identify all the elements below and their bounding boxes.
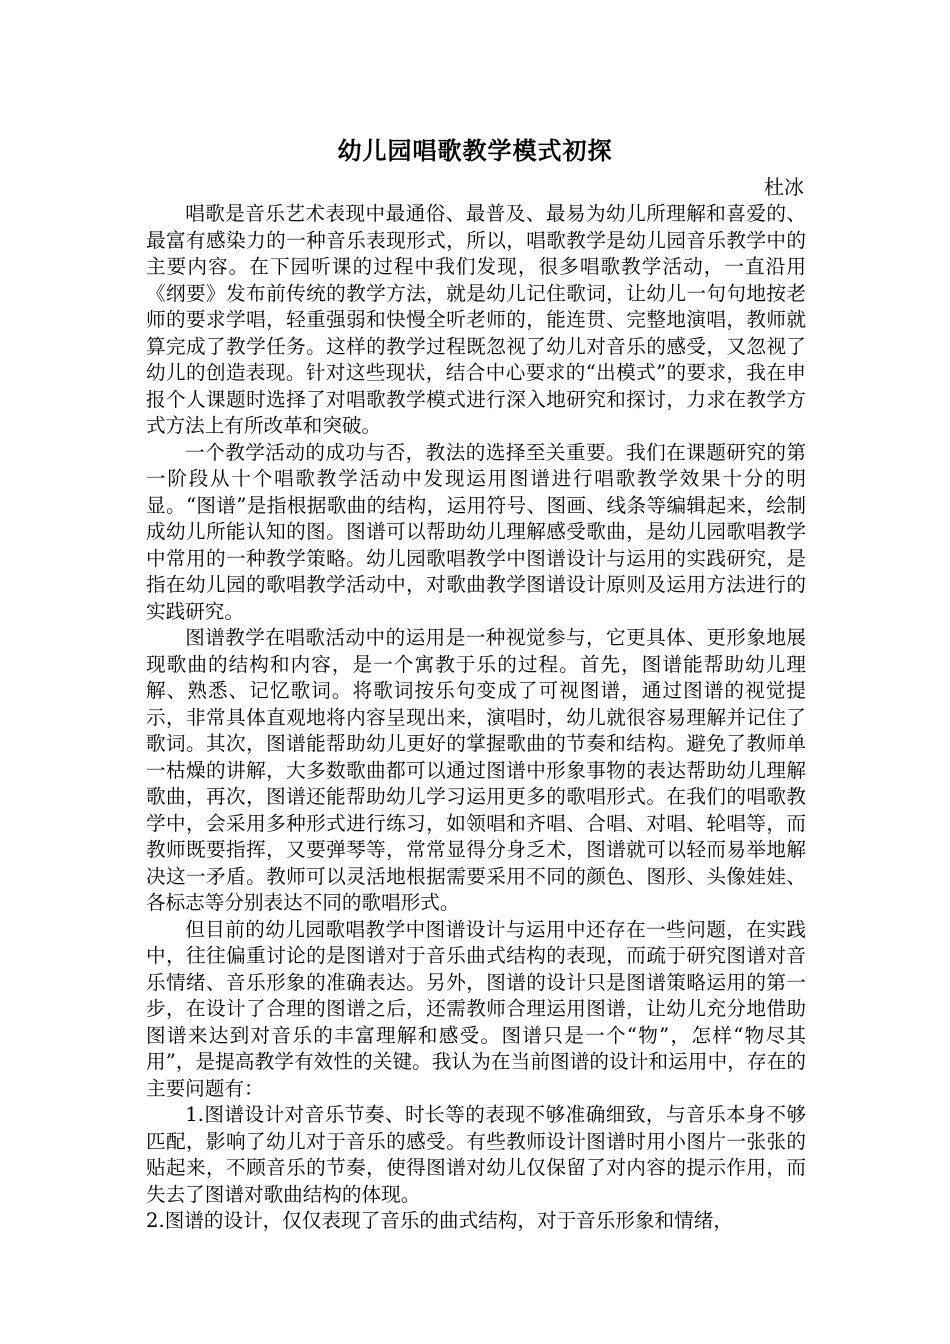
paragraph: 唱歌是音乐艺术表现中最通俗、最普及、最易为幼儿所理解和喜爱的、最富有感染力的一种音乐表现形式，所以，唱歌教学是幼儿园音乐教学中的主要内容。在下园听课的过程中我们发现，很多唱歌教学活动，一直沿用《纲要》发布前传统的教学方法，就是幼儿记住歌词，让幼儿一句句地按老师的要求学唱，轻重强弱和快慢全听老师的，能连贯、完整地演唱，教师就算完成了教学任务。这样的教学过程既忽视了幼儿对音乐的感受，又忽视了幼儿的创造表现。针对这些现状，结合中心要求的“出模式”的要求，我在申报个人课题时选择了对唱歌教学模式进行深入地研究和探讨，力求在教学方式方法上有所改革和突破。 — [146, 202, 806, 437]
document-title: 幼儿园唱歌教学模式初探 — [337, 137, 613, 165]
paragraph: 但目前的幼儿园歌唱教学中图谱设计与运用中还存在一些问题，在实践中，往往偏重讨论的是图谱对于音乐曲式结构的表现，而疏于研究图谱对音乐情绪、音乐形象的准确表达。另外，图谱的设计只是图谱策略运用的第一步，在设计了合理的图谱之后，还需教师合理运用图谱，让幼儿充分地借助图谱来达到对音乐的丰富理解和感受。图谱只是一个“物”，怎样“物尽其用”，是提高教学有效性的关键。我认为在当前图谱的设计和运用中，存在的主要问题有： — [146, 917, 806, 1100]
paragraph: 一个教学活动的成功与否，教法的选择至关重要。我们在课题研究的第一阶段从十个唱歌教学活动中发现运用图谱进行唱歌教学效果十分的明显。“图谱”是指根据歌曲的结构，运用符号、图画、线条等编辑起来，绘制成幼儿所能认知的图。图谱可以帮助幼儿理解感受歌曲，是幼儿园歌唱教学中常用的一种教学策略。幼儿园歌唱教学中图谱设计与运用的实践研究，是指在幼儿园的歌唱教学活动中，对歌曲教学图谱设计原则及运用方法进行的实践研究。 — [146, 440, 806, 623]
paragraph: 图谱教学在唱歌活动中的运用是一种视觉参与，它更具体、更形象地展现歌曲的结构和内容，是一个寓教于乐的过程。首先，图谱能帮助幼儿理解、熟悉、记忆歌词。将歌词按乐句变成了可视图谱，通过图谱的视觉提示，非常具体直观地将内容呈现出来，演唱时，幼儿就很容易理解并记住了歌词。其次，图谱能帮助幼儿更好的掌握歌曲的节奏和结构。避免了教师单一枯燥的讲解，大多数歌曲都可以通过图谱中形象事物的表达帮助幼儿理解歌曲，再次，图谱还能帮助幼儿学习运用更多的歌唱形式。在我们的唱歌教学中，会采用多种形式进行练习，如领唱和齐唱、合唱、对唱、轮唱等，而教师既要指挥，又要弹琴等，常常显得分身乏术，图谱就可以轻而易举地解决这一矛盾。教师可以灵活地根据需要采用不同的颜色、图形、头像娃娃、各标志等分别表达不同的歌唱形式。 — [146, 626, 806, 914]
paragraph: 1.图谱设计对音乐节奏、时长等的表现不够准确细致，与音乐本身不够匹配，影响了幼儿对于音乐的感受。有些教师设计图谱时用小图片一张张的贴起来，不顾音乐的节奏，使得图谱对幼儿仅保留了对内容的提示作用，而失去了图谱对歌曲结构的体现。 — [146, 1103, 806, 1206]
document-body — [146, 201, 806, 1235]
paragraph-last-line: 2.图谱的设计，仅仅表现了音乐的曲式结构，对于音乐形象和情绪， — [146, 1209, 733, 1232]
document-author: 杜冰 — [764, 175, 804, 199]
